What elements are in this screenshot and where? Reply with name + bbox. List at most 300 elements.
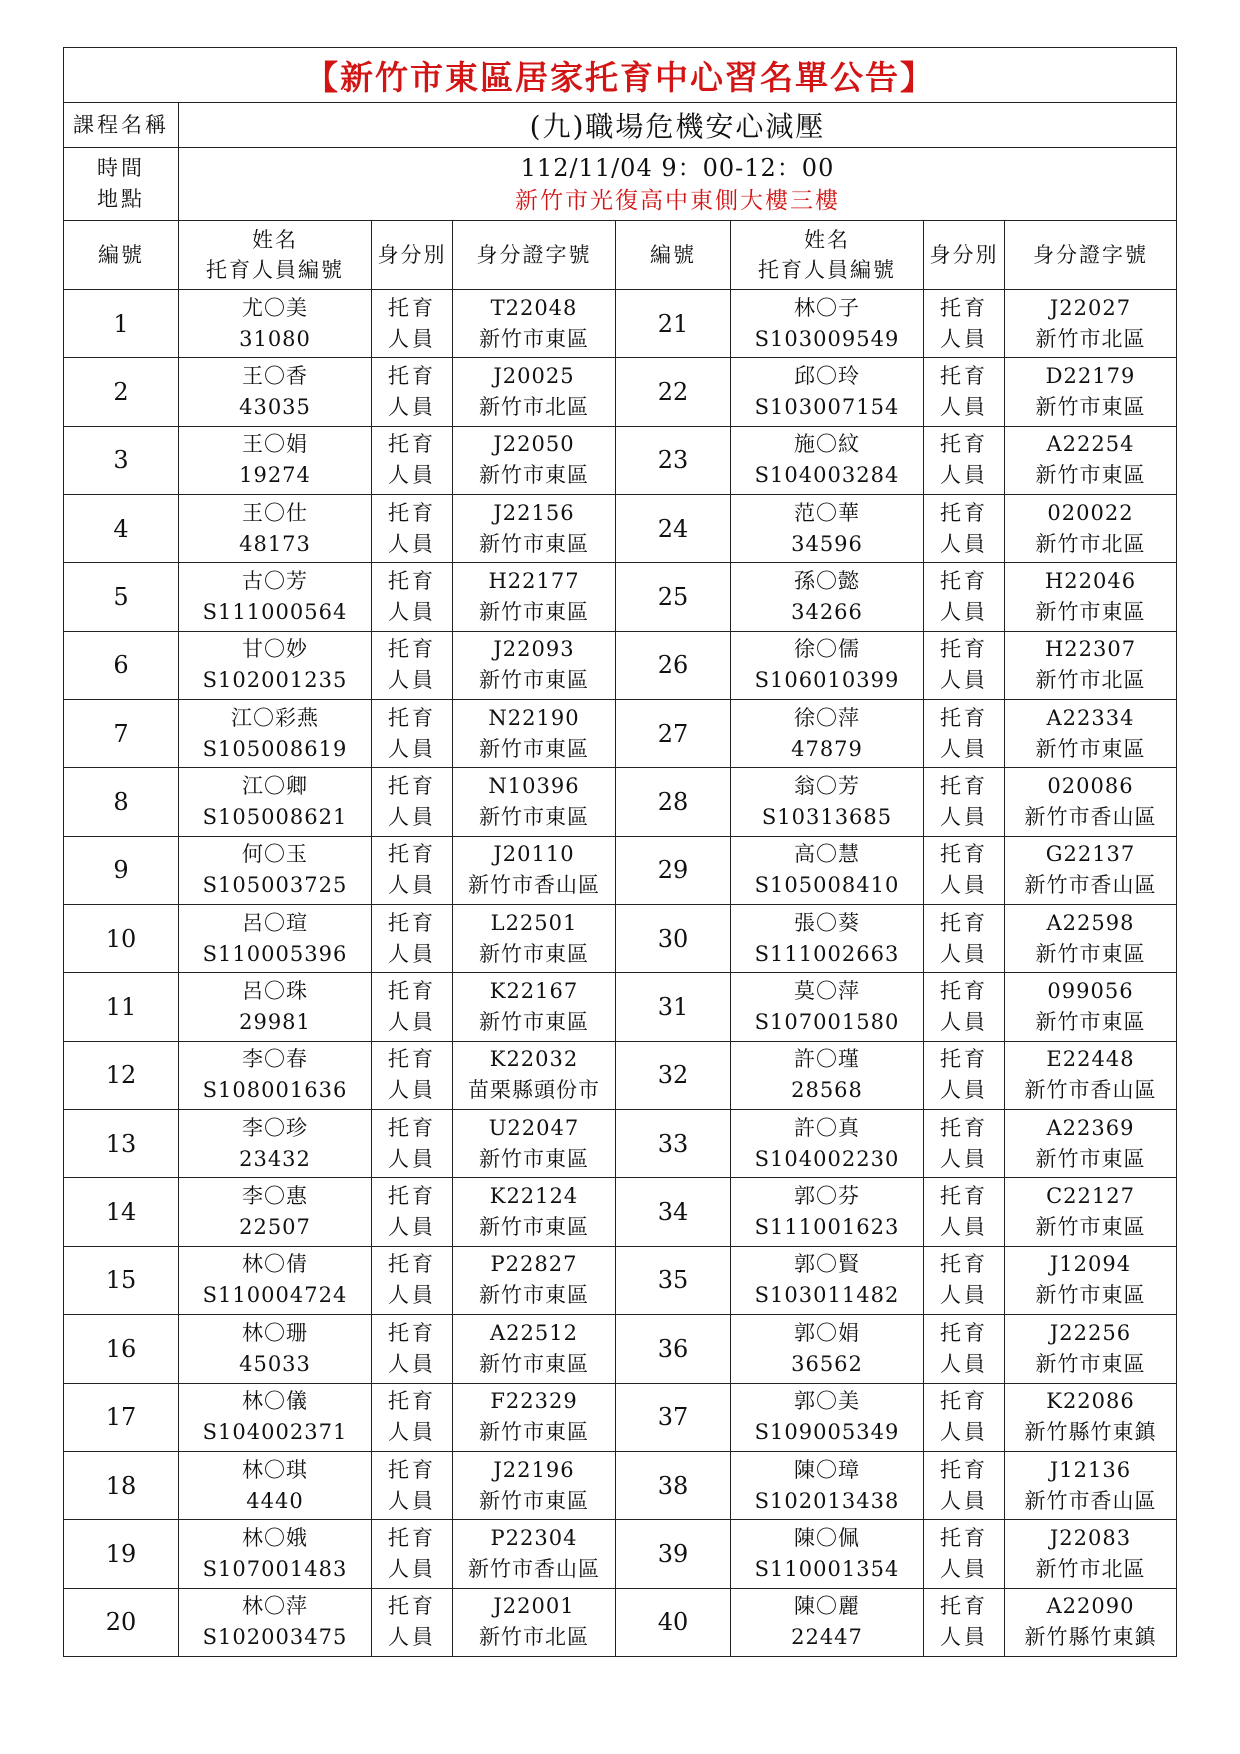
id-number: D22179: [1045, 364, 1136, 389]
entry-number: 39: [616, 1520, 731, 1588]
caregiver-code: S106010399: [754, 668, 900, 693]
identity-line2: 人員: [388, 1078, 436, 1103]
entry-number: 32: [616, 1041, 731, 1109]
identity-line2: 人員: [388, 395, 436, 420]
header-name-line2: 托育人員編號: [758, 258, 896, 282]
identity-line2: 人員: [940, 805, 988, 830]
identity-line1: 托育: [388, 774, 436, 799]
name-cell: [731, 1451, 924, 1519]
id-number: 020022: [1047, 500, 1134, 525]
identity-cell: [924, 1451, 1005, 1519]
identity-cell: [372, 1588, 453, 1656]
caregiver-code: S104002371: [202, 1420, 348, 1445]
header-name-line1: 姓名: [252, 228, 298, 252]
id-number: A22369: [1046, 1115, 1135, 1140]
identity-line1: 托育: [940, 774, 988, 799]
entry-number: 36: [616, 1315, 731, 1383]
entry-number: 25: [616, 563, 731, 631]
identity-line2: 人員: [940, 600, 988, 625]
caregiver-code: 29981: [239, 1010, 311, 1035]
header-identity-right: 身分別: [924, 221, 1005, 290]
id-number: T22048: [490, 295, 578, 320]
identity-line2: 人員: [388, 326, 436, 351]
district: 苗栗縣頭份市: [468, 1078, 600, 1103]
identity-cell: [924, 1246, 1005, 1314]
name-cell: [179, 836, 372, 904]
caregiver-code: S103011482: [754, 1283, 900, 1308]
identity-cell: [924, 563, 1005, 631]
district: 新竹市東區: [1035, 600, 1146, 625]
id-card-cell: [453, 563, 616, 631]
entry-number: 21: [616, 290, 731, 358]
entry-number: 24: [616, 495, 731, 563]
identity-line1: 托育: [940, 295, 988, 320]
name-cell: [731, 358, 924, 426]
entry-number: 37: [616, 1383, 731, 1451]
caregiver-code: S102003475: [202, 1625, 348, 1650]
district: 新竹市東區: [479, 1146, 589, 1171]
caregiver-name: 呂〇珠: [242, 979, 308, 1004]
district: 新竹市東區: [479, 1351, 589, 1376]
identity-line2: 人員: [388, 1420, 436, 1445]
caregiver-code: S103009549: [754, 326, 900, 351]
caregiver-name: 李〇春: [242, 1047, 308, 1072]
caregiver-name: 徐〇儒: [794, 637, 860, 662]
caregiver-code: 34596: [791, 531, 863, 556]
id-number: J22027: [1049, 295, 1132, 320]
entry-number: 22: [616, 358, 731, 426]
identity-line1: 托育: [940, 1594, 988, 1619]
entry-number: 10: [64, 905, 179, 973]
district: 新竹縣竹東鎮: [1024, 1420, 1157, 1445]
identity-line1: 托育: [388, 1115, 436, 1140]
name-cell: [731, 495, 924, 563]
identity-line2: 人員: [940, 1010, 988, 1035]
caregiver-code: S111002663: [754, 941, 900, 966]
id-number: K22032: [489, 1047, 579, 1072]
name-cell: [731, 631, 924, 699]
entry-number: 33: [616, 1110, 731, 1178]
identity-line1: 托育: [388, 569, 436, 594]
identity-cell: [924, 1110, 1005, 1178]
caregiver-name: 林〇琪: [242, 1457, 308, 1482]
id-card-cell: [1005, 1246, 1177, 1314]
district: 新竹市北區: [1035, 1556, 1146, 1581]
identity-cell: [372, 426, 453, 494]
identity-cell: [924, 1588, 1005, 1656]
id-card-cell: [453, 1041, 616, 1109]
table-row: [64, 495, 1177, 563]
caregiver-name: 林〇珊: [242, 1320, 308, 1345]
identity-cell: [372, 290, 453, 358]
id-number: A22090: [1046, 1594, 1135, 1619]
caregiver-code: 31080: [239, 326, 311, 351]
id-card-cell: [1005, 1588, 1177, 1656]
caregiver-code: S110005396: [202, 941, 348, 966]
caregiver-code: 23432: [239, 1146, 311, 1171]
table-row: [64, 1451, 1177, 1519]
id-number: G22137: [1045, 842, 1136, 867]
name-cell: [731, 700, 924, 768]
name-cell: [731, 1041, 924, 1109]
name-cell: [179, 768, 372, 836]
identity-line1: 托育: [388, 1184, 436, 1209]
district: 新竹市東區: [479, 531, 589, 556]
identity-line1: 托育: [940, 569, 988, 594]
identity-line2: 人員: [388, 1556, 436, 1581]
district: 新竹市北區: [1035, 531, 1146, 556]
caregiver-name: 張〇葵: [794, 910, 860, 935]
identity-line1: 托育: [940, 500, 988, 525]
header-name: [179, 221, 372, 290]
identity-cell: [924, 358, 1005, 426]
identity-line1: 托育: [940, 1389, 988, 1414]
id-card-cell: [1005, 563, 1177, 631]
caregiver-code: S105008621: [202, 805, 348, 830]
caregiver-code: 36562: [791, 1351, 863, 1376]
entry-number: 4: [64, 495, 179, 563]
time-label: 時間: [97, 156, 145, 180]
name-cell: [179, 563, 372, 631]
id-card-cell: [1005, 358, 1177, 426]
entry-number: 26: [616, 631, 731, 699]
identity-line1: 托育: [940, 364, 988, 389]
caregiver-name: 翁〇芳: [794, 774, 860, 799]
name-cell: [731, 290, 924, 358]
id-card-cell: [453, 631, 616, 699]
name-cell: [179, 1315, 372, 1383]
name-cell: [179, 290, 372, 358]
identity-cell: [924, 1041, 1005, 1109]
identity-line2: 人員: [388, 1215, 436, 1240]
entry-number: 35: [616, 1246, 731, 1314]
district: 新竹市東區: [479, 941, 589, 966]
identity-cell: [372, 1041, 453, 1109]
name-cell: [179, 495, 372, 563]
caregiver-name: 范〇華: [794, 500, 860, 525]
identity-line1: 托育: [940, 637, 988, 662]
identity-cell: [924, 700, 1005, 768]
district: 新竹市東區: [479, 326, 589, 351]
entry-number: 19: [64, 1520, 179, 1588]
id-card-cell: [1005, 1520, 1177, 1588]
time-place-label: [64, 148, 179, 221]
caregiver-name: 李〇珍: [242, 1115, 308, 1140]
id-number: N22190: [488, 705, 580, 730]
identity-line1: 托育: [940, 842, 988, 867]
header-no-right: 編號: [616, 221, 731, 290]
id-card-cell: [453, 1451, 616, 1519]
identity-line1: 托育: [940, 1457, 988, 1482]
identity-line1: 托育: [388, 432, 436, 457]
caregiver-name: 林〇娥: [242, 1525, 308, 1550]
session-place: 新竹市光復高中東側大樓三樓: [515, 188, 840, 214]
table-row: [64, 290, 1177, 358]
id-number: L22501: [490, 910, 578, 935]
caregiver-code: S111001623: [754, 1215, 900, 1240]
caregiver-code: 19274: [239, 463, 311, 488]
entry-number: 29: [616, 836, 731, 904]
entry-number: 2: [64, 358, 179, 426]
district: 新竹市東區: [479, 736, 589, 761]
id-number: 099056: [1047, 979, 1134, 1004]
id-number: J22083: [1049, 1525, 1132, 1550]
identity-line2: 人員: [940, 1283, 988, 1308]
caregiver-code: 43035: [239, 395, 311, 420]
announcement-title: 【新竹市東區居家托育中心習名單公告】: [64, 48, 1177, 103]
id-number: J22093: [493, 637, 575, 662]
roster-table: [63, 47, 1177, 1657]
caregiver-name: 莫〇萍: [794, 979, 860, 1004]
name-cell: [731, 973, 924, 1041]
identity-cell: [924, 1520, 1005, 1588]
district: 新竹市東區: [479, 1010, 589, 1035]
place-label: 地點: [97, 187, 145, 211]
table-row: [64, 1246, 1177, 1314]
identity-cell: [924, 768, 1005, 836]
identity-cell: [372, 700, 453, 768]
district: 新竹市香山區: [1024, 1078, 1157, 1103]
caregiver-name: 林〇倩: [242, 1252, 308, 1277]
entry-number: 18: [64, 1451, 179, 1519]
id-card-cell: [453, 1520, 616, 1588]
name-cell: [179, 1451, 372, 1519]
name-cell: [731, 426, 924, 494]
caregiver-name: 林〇萍: [242, 1594, 308, 1619]
district: 新竹市東區: [1035, 1283, 1146, 1308]
district: 新竹市北區: [1035, 668, 1146, 693]
district: 新竹市東區: [479, 1420, 589, 1445]
name-cell: [731, 1110, 924, 1178]
identity-line1: 托育: [940, 1252, 988, 1277]
entry-number: 13: [64, 1110, 179, 1178]
table-row: [64, 631, 1177, 699]
caregiver-name: 江〇卿: [242, 774, 308, 799]
identity-cell: [372, 905, 453, 973]
identity-line1: 托育: [388, 637, 436, 662]
caregiver-code: 4440: [246, 1488, 304, 1513]
identity-line2: 人員: [940, 1078, 988, 1103]
caregiver-code: S105008410: [754, 873, 900, 898]
identity-line2: 人員: [388, 1283, 436, 1308]
caregiver-name: 郭〇美: [794, 1389, 860, 1414]
caregiver-code: S111000564: [202, 600, 348, 625]
identity-cell: [924, 1315, 1005, 1383]
identity-line1: 托育: [940, 1320, 988, 1345]
district: 新竹市香山區: [1024, 805, 1157, 830]
identity-cell: [924, 631, 1005, 699]
header-name-right: [731, 221, 924, 290]
id-card-cell: [453, 836, 616, 904]
id-card-cell: [453, 700, 616, 768]
district: 新竹市東區: [479, 668, 589, 693]
identity-line2: 人員: [940, 531, 988, 556]
caregiver-code: S102013438: [754, 1488, 900, 1513]
identity-line2: 人員: [388, 805, 436, 830]
identity-line1: 托育: [940, 705, 988, 730]
caregiver-name: 古〇芳: [242, 569, 308, 594]
name-cell: [179, 1520, 372, 1588]
entry-number: 40: [616, 1588, 731, 1656]
identity-cell: [372, 1451, 453, 1519]
caregiver-name: 江〇彩燕: [231, 705, 319, 730]
caregiver-code: S104003284: [754, 463, 900, 488]
identity-line1: 托育: [388, 842, 436, 867]
table-row: [64, 426, 1177, 494]
caregiver-name: 施〇紋: [794, 432, 860, 457]
identity-cell: [372, 768, 453, 836]
title-row: [64, 48, 1177, 103]
identity-cell: [372, 563, 453, 631]
id-card-cell: [453, 426, 616, 494]
caregiver-name: 何〇玉: [242, 842, 308, 867]
caregiver-name: 李〇惠: [242, 1184, 308, 1209]
name-cell: [179, 700, 372, 768]
identity-cell: [924, 905, 1005, 973]
id-card-cell: [1005, 631, 1177, 699]
identity-line2: 人員: [388, 1010, 436, 1035]
identity-line2: 人員: [388, 1351, 436, 1376]
entry-number: 1: [64, 290, 179, 358]
entry-number: 16: [64, 1315, 179, 1383]
entry-number: 6: [64, 631, 179, 699]
name-cell: [731, 836, 924, 904]
identity-line2: 人員: [388, 463, 436, 488]
identity-cell: [924, 973, 1005, 1041]
identity-line1: 托育: [388, 979, 436, 1004]
id-card-cell: [453, 1588, 616, 1656]
id-card-cell: [453, 1178, 616, 1246]
district: 新竹市北區: [479, 395, 589, 420]
table-row: [64, 1178, 1177, 1246]
id-card-cell: [1005, 1383, 1177, 1451]
name-cell: [179, 1110, 372, 1178]
table-row: [64, 358, 1177, 426]
district: 新竹市香山區: [468, 873, 600, 898]
district: 新竹市東區: [1035, 736, 1146, 761]
identity-line2: 人員: [940, 668, 988, 693]
identity-line1: 托育: [388, 1457, 436, 1482]
identity-cell: [372, 836, 453, 904]
entry-number: 12: [64, 1041, 179, 1109]
id-card-cell: [453, 1110, 616, 1178]
id-number: J12094: [1049, 1252, 1132, 1277]
id-card-cell: [453, 768, 616, 836]
course-name: (九)職場危機安心減壓: [179, 103, 1177, 148]
identity-line1: 托育: [940, 979, 988, 1004]
name-cell: [731, 1315, 924, 1383]
caregiver-code: S107001580: [754, 1010, 900, 1035]
caregiver-name: 王〇仕: [242, 500, 308, 525]
id-card-cell: [1005, 1178, 1177, 1246]
id-number: P22304: [490, 1525, 578, 1550]
entry-number: 30: [616, 905, 731, 973]
id-number: J22156: [493, 500, 575, 525]
caregiver-code: S104002230: [754, 1146, 900, 1171]
caregiver-name: 林〇子: [794, 295, 860, 320]
name-cell: [179, 905, 372, 973]
caregiver-name: 郭〇賢: [794, 1252, 860, 1277]
district: 新竹市東區: [1035, 463, 1146, 488]
id-card-cell: [1005, 495, 1177, 563]
course-label: 課程名稱: [64, 103, 179, 148]
table-row: [64, 768, 1177, 836]
id-number: A22334: [1046, 705, 1135, 730]
caregiver-code: 45033: [239, 1351, 311, 1376]
identity-line1: 托育: [940, 1184, 988, 1209]
identity-line2: 人員: [940, 326, 988, 351]
caregiver-code: 22507: [239, 1215, 311, 1240]
identity-line2: 人員: [940, 873, 988, 898]
id-number: P22827: [490, 1252, 578, 1277]
table-row: [64, 1315, 1177, 1383]
identity-line1: 托育: [388, 1252, 436, 1277]
name-cell: [731, 1520, 924, 1588]
caregiver-name: 王〇香: [242, 364, 308, 389]
time-place-row: [64, 148, 1177, 221]
id-number: 020086: [1047, 774, 1134, 799]
identity-line2: 人員: [940, 1215, 988, 1240]
id-card-cell: [453, 973, 616, 1041]
identity-line1: 托育: [940, 1047, 988, 1072]
district: 新竹市香山區: [1024, 873, 1157, 898]
identity-line1: 托育: [388, 295, 436, 320]
district: 新竹市東區: [479, 463, 589, 488]
district: 新竹市東區: [1035, 395, 1146, 420]
identity-line1: 托育: [388, 1047, 436, 1072]
entry-number: 7: [64, 700, 179, 768]
district: 新竹市東區: [479, 600, 589, 625]
caregiver-name: 許〇瑾: [794, 1047, 860, 1072]
header-no: 編號: [64, 221, 179, 290]
identity-line2: 人員: [940, 395, 988, 420]
header-name-line2: 托育人員編號: [206, 258, 344, 282]
district: 新竹市東區: [1035, 1215, 1146, 1240]
identity-line2: 人員: [388, 873, 436, 898]
identity-line1: 托育: [388, 500, 436, 525]
id-number: J12136: [1049, 1457, 1132, 1482]
table-row: [64, 973, 1177, 1041]
identity-cell: [372, 1520, 453, 1588]
caregiver-code: S110004724: [202, 1283, 348, 1308]
id-number: K22086: [1046, 1389, 1135, 1414]
caregiver-name: 孫〇懿: [794, 569, 860, 594]
caregiver-code: S105008619: [202, 736, 348, 761]
id-number: E22448: [1046, 1047, 1135, 1072]
identity-cell: [924, 1178, 1005, 1246]
caregiver-code: S110001354: [754, 1556, 900, 1581]
id-number: H22177: [488, 569, 580, 594]
table-row: [64, 1041, 1177, 1109]
caregiver-code: 22447: [791, 1625, 863, 1650]
identity-line2: 人員: [388, 736, 436, 761]
id-card-cell: [453, 358, 616, 426]
time-place-value: [179, 148, 1177, 221]
district: 新竹市香山區: [468, 1556, 600, 1581]
id-number: K22124: [489, 1184, 579, 1209]
identity-line2: 人員: [388, 941, 436, 966]
caregiver-code: 48173: [239, 531, 311, 556]
entry-number: 14: [64, 1178, 179, 1246]
id-number: K22167: [489, 979, 579, 1004]
header-id-card-right: 身分證字號: [1005, 221, 1177, 290]
name-cell: [179, 358, 372, 426]
identity-line1: 托育: [940, 1115, 988, 1140]
identity-line2: 人員: [388, 1146, 436, 1171]
identity-line2: 人員: [940, 1146, 988, 1171]
district: 新竹市東區: [479, 805, 589, 830]
identity-line2: 人員: [388, 531, 436, 556]
